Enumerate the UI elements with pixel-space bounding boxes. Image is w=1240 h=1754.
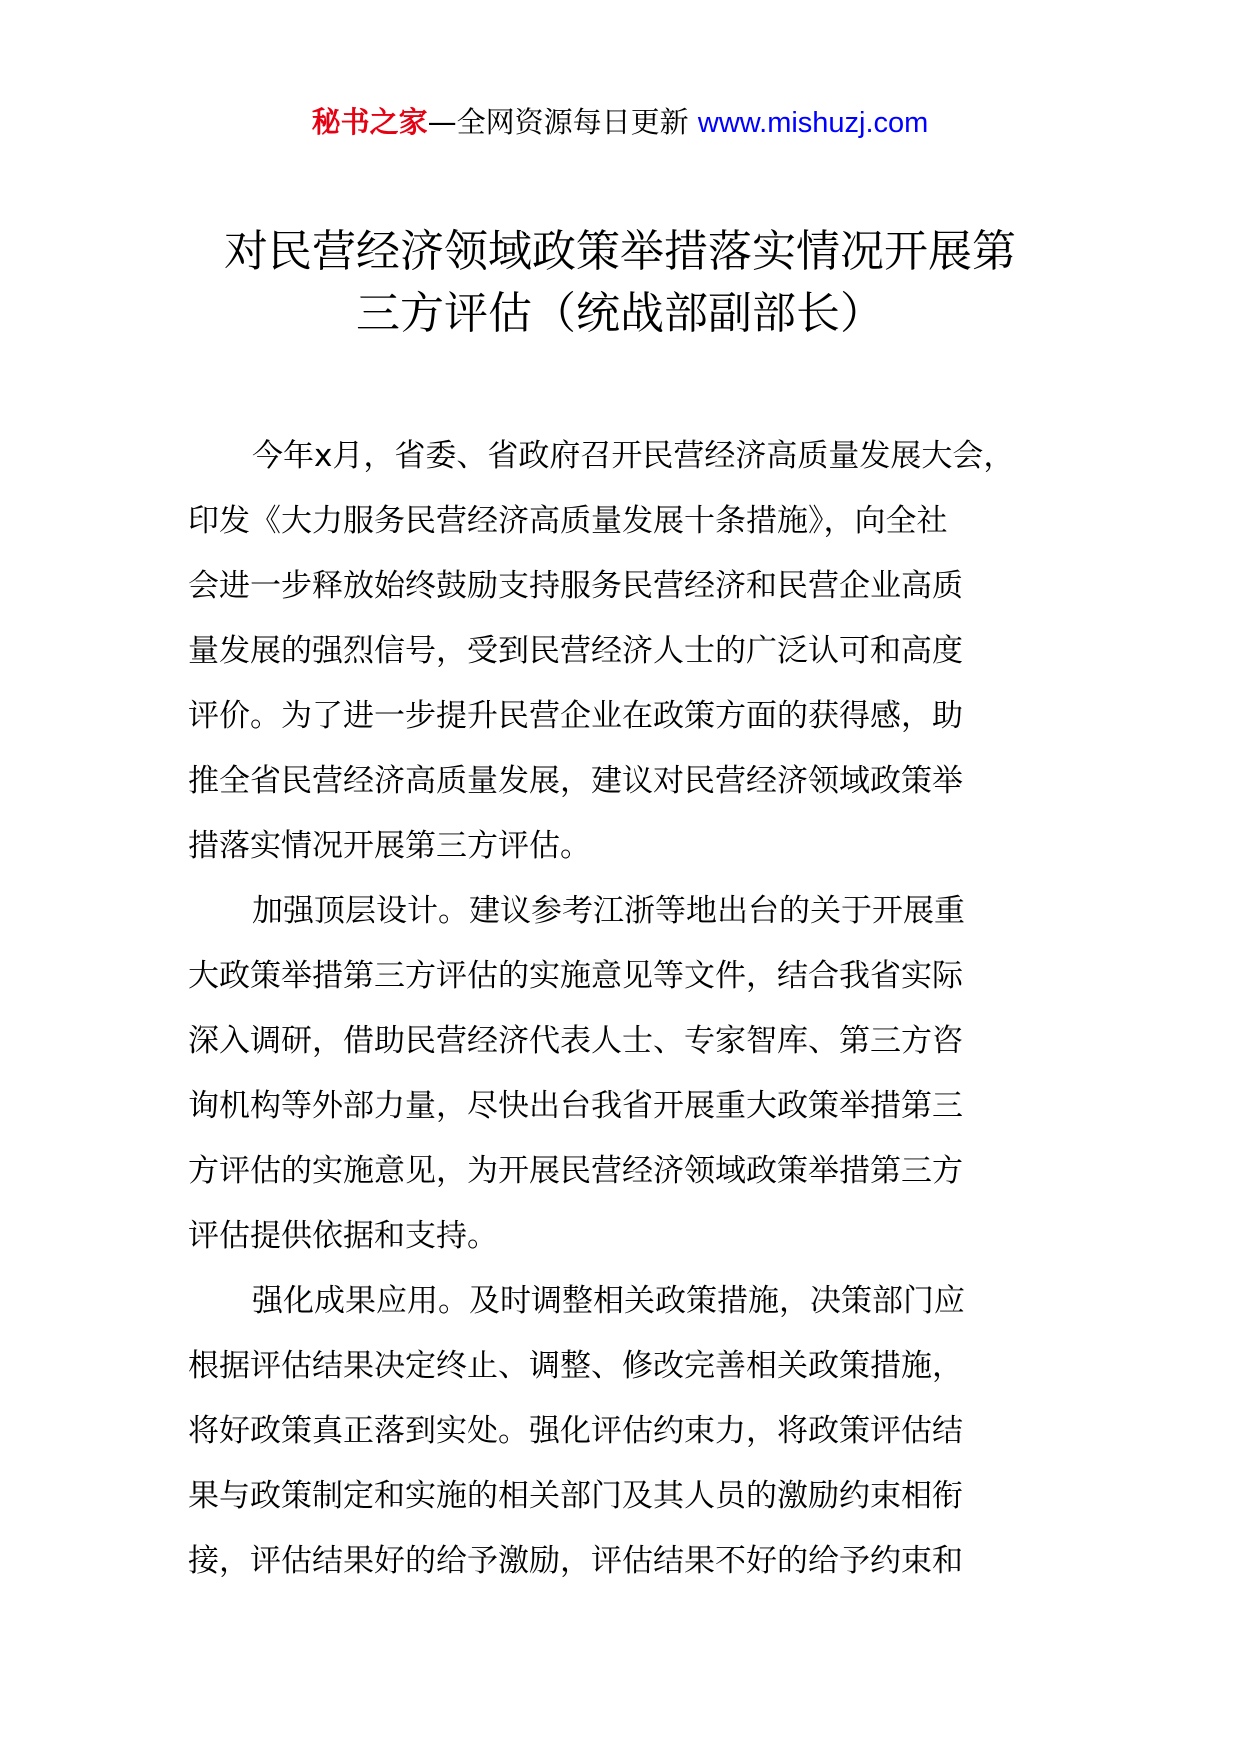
paragraph-results-application bbox=[188, 1269, 1068, 1594]
paragraph-line: 评价。为了进一步提升民营企业在政策方面的获得感，助 bbox=[188, 698, 963, 734]
paragraph-line: 会进一步释放始终鼓励支持服务民营经济和民营企业高质 bbox=[188, 568, 963, 604]
site-slogan: —全网资源每日更新 bbox=[427, 105, 689, 139]
paragraph-line: 大政策举措第三方评估的实施意见等文件，结合我省实际 bbox=[188, 958, 963, 994]
paragraph-line: 评估提供依据和支持。 bbox=[188, 1218, 498, 1254]
document-body bbox=[188, 424, 1068, 1594]
paragraph-line: 果与政策制定和实施的相关部门及其人员的激励约束相衔 bbox=[188, 1478, 963, 1514]
paragraph-line: 强化成果应用。及时调整相关政策措施，决策部门应 bbox=[252, 1283, 965, 1319]
paragraph-line: 今年x月，省委、省政府召开民营经济高质量发展大会， bbox=[252, 438, 1015, 474]
site-header bbox=[0, 100, 1240, 145]
site-url-link[interactable]: www.mishuzj.com bbox=[697, 107, 929, 139]
paragraph-line: 推全省民营经济高质量发展，建议对民营经济领域政策举 bbox=[188, 763, 963, 799]
paragraph-line: 接，评估结果好的给予激励，评估结果不好的给予约束和 bbox=[188, 1543, 963, 1579]
title-line: 三方评估（统战部副部长） bbox=[356, 288, 884, 339]
paragraph-line: 询机构等外部力量，尽快出台我省开展重大政策举措第三 bbox=[188, 1088, 963, 1124]
paragraph-line: 深入调研，借助民营经济代表人士、专家智库、第三方咨 bbox=[188, 1023, 963, 1059]
paragraph-line: 加强顶层设计。建议参考江浙等地出台的关于开展重 bbox=[252, 893, 965, 929]
paragraph-line: 量发展的强烈信号，受到民营经济人士的广泛认可和高度 bbox=[188, 633, 963, 669]
paragraph-intro bbox=[188, 424, 1068, 879]
title-line: 对民营经济领域政策举措落实情况开展第 bbox=[224, 226, 1016, 277]
paragraph-line: 根据评估结果决定终止、调整、修改完善相关政策措施， bbox=[188, 1348, 963, 1384]
document-title bbox=[160, 221, 1080, 345]
paragraph-line: 印发《大力服务民营经济高质量发展十条措施》，向全社 bbox=[188, 503, 948, 539]
paragraph-line: 措落实情况开展第三方评估。 bbox=[188, 828, 591, 864]
paragraph-top-level-design bbox=[188, 879, 1068, 1269]
paragraph-line: 方评估的实施意见，为开展民营经济领域政策举措第三方 bbox=[188, 1153, 963, 1189]
paragraph-line: 将好政策真正落到实处。强化评估约束力，将政策评估结 bbox=[188, 1413, 963, 1449]
site-brand: 秘书之家 bbox=[311, 105, 428, 139]
